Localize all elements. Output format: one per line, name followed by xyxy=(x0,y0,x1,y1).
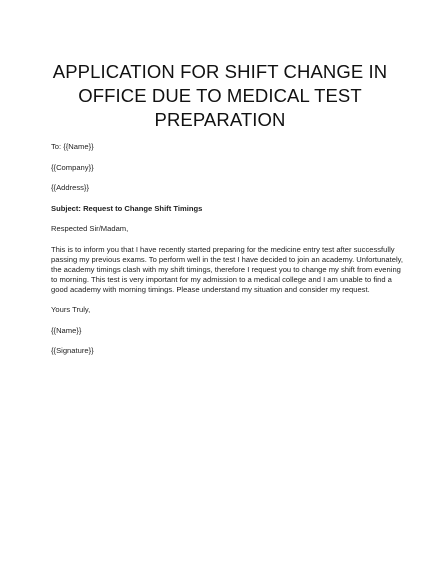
title-line: OFFICE DUE TO MEDICAL TEST xyxy=(78,85,362,106)
document-title xyxy=(40,60,400,132)
recipient-company: {{Company}} xyxy=(51,162,94,172)
paragraph-line: passing my previous exams. To perform well in the test I have decided to join an academy. Unfortunately, xyxy=(51,254,404,264)
paragraph-line: This is to inform you that I have recently started preparing for the medicine entry test after successfully xyxy=(51,244,395,254)
signer-name: {{Name}} xyxy=(51,325,82,335)
recipient-address: {{Address}} xyxy=(51,183,90,192)
subject-line: Subject: Request to Change Shift Timings xyxy=(51,203,203,213)
paragraph-line: to morning. This test is very important for my admission to a medical college and I am unable to find a xyxy=(51,274,392,284)
salutation: Respected Sir/Madam, xyxy=(51,224,129,233)
recipient-name: To: {{Name}} xyxy=(51,142,94,151)
title-line: PREPARATION xyxy=(154,109,286,130)
signature-placeholder: {{Signature}} xyxy=(51,346,94,355)
paragraph-line: the academy timings clash with my shift timings, therefore I request you to change my shift from evening xyxy=(51,264,401,274)
letter-body xyxy=(51,142,404,367)
title-line: APPLICATION FOR SHIFT CHANGE IN xyxy=(52,61,388,82)
closing: Yours Truly, xyxy=(51,305,91,314)
paragraph-line: good academy with morning timings. Please understand my situation and consider my request. xyxy=(51,284,370,294)
body-paragraph xyxy=(51,244,404,295)
